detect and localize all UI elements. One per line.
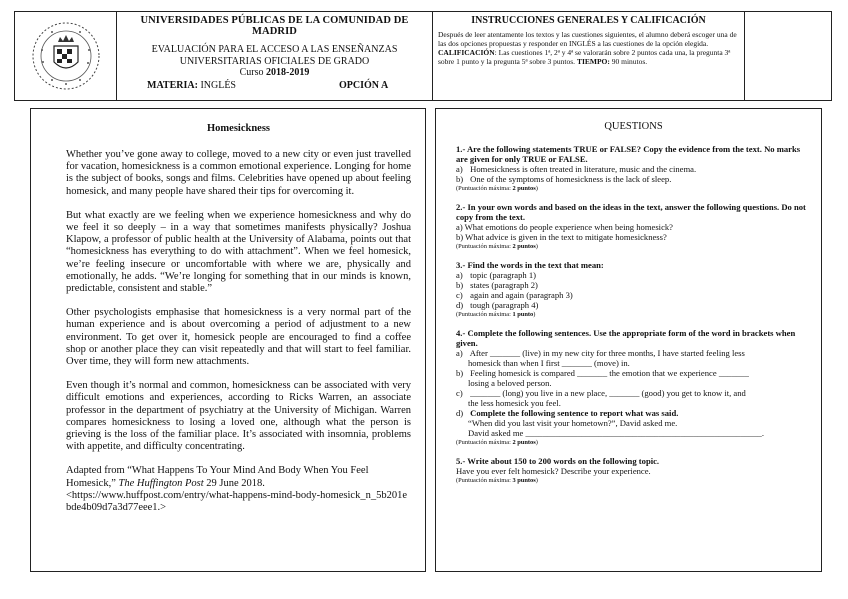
question-2-item-b: b) What advice is given in the text to mitigate homesickness? xyxy=(456,232,667,242)
reading-title: Homesickness xyxy=(207,123,270,134)
question-4-item-c: c) _______ (long) you live in a new place, _______ (good) you get to know it, and xyxy=(456,388,746,398)
instructions-title: INSTRUCCIONES GENERALES Y CALIFICACIÓN xyxy=(471,15,706,26)
materia xyxy=(147,80,236,91)
question-4-item-b-cont: losing a beloved person. xyxy=(468,378,552,388)
question-4-heading: 4.- Complete the following sentences. Use the appropriate form of the word in brackets when given. xyxy=(456,328,796,348)
tiempo-label: TIEMPO: xyxy=(576,57,610,66)
question-4-points: (Puntuación máxima: 2 puntos) xyxy=(456,439,538,446)
tiempo-value: 90 minutos. xyxy=(609,57,648,66)
university-seal-icon xyxy=(30,20,102,92)
question-3-item-a: a) topic (paragraph 1) xyxy=(456,270,537,280)
question-4-item-a: a) After _______ (live) in my new city for three months, I have started feeling less xyxy=(456,348,745,358)
instructions-body: Después de leer atentamente los textos y las cuestiones siguientes, el alumno deberá escoger una de las dos opciones propuestas y responder en INGLÉS a las cuestiones de la opción elegida. xyxy=(438,30,737,48)
question-3 xyxy=(456,260,811,319)
question-5-heading: 5.- Write about 150 to 200 words on the following topic. xyxy=(456,456,660,466)
curso-year: 2018-2019 xyxy=(266,67,310,78)
question-2 xyxy=(456,202,811,251)
source-citation xyxy=(66,465,411,514)
question-4-item-d-answer: David asked me _______________________________________________________. xyxy=(468,428,764,438)
question-2-heading: 2.- In your own words and based on the ideas in the text, answer the following questions. Do not copy from the text. xyxy=(456,202,806,222)
logo-cell xyxy=(15,12,117,100)
question-1-item-b: b) One of the symptoms of homesickness is the lack of sleep. xyxy=(456,174,672,184)
question-5-points: (Puntuación máxima: 3 puntos) xyxy=(456,477,538,484)
calificacion-label: CALIFICACIÓN xyxy=(438,48,495,57)
question-2-item-a: a) What emotions do people experience when being homesick? xyxy=(456,222,673,232)
question-4 xyxy=(456,328,811,447)
eval-line-2: UNIVERSITARIAS OFICIALES DE GRADO xyxy=(179,55,370,67)
paragraph-1: Whether you’ve gone away to college, moved to a new city or even just travelled for vacation, homesickness is a common emotional experience. Longing for home is the subject of books, songs and films. Celebrities have opened up about feeling homesick, and many people have shared their tips for overcoming it. xyxy=(66,149,411,197)
source-url: <https://www.huffpost.com/entry/what-happens-mind-body-homesick_n_5b201ebde4b09d7a3d77eee1.> xyxy=(66,489,407,514)
university-name: UNIVERSIDADES PÚBLICAS DE LA COMUNIDAD DE MADRID xyxy=(140,15,409,37)
exam-title-cell xyxy=(117,12,433,100)
questions-panel xyxy=(435,108,822,572)
question-4-item-b: b) Feeling homesick is compared _______ the emotion that we experience _______ xyxy=(456,368,749,378)
question-5-topic: Have you ever felt homesick? Describe your experience. xyxy=(456,466,651,476)
source-publication: The Huffington Post xyxy=(118,477,204,489)
question-1 xyxy=(456,144,811,193)
question-1-points: (Puntuación máxima: 2 puntos) xyxy=(456,185,538,192)
question-5 xyxy=(456,456,811,485)
exam-header xyxy=(14,11,832,101)
question-3-item-b: b) states (paragraph 2) xyxy=(456,280,538,290)
instructions-text xyxy=(438,30,739,66)
question-3-item-c: c) again and again (paragraph 3) xyxy=(456,290,573,300)
question-3-points: (Puntuación máxima: 1 punto) xyxy=(456,311,536,318)
instructions-cell xyxy=(433,12,745,100)
question-4-item-d: d) Complete the following sentence to report what was said. xyxy=(456,408,679,418)
question-3-heading: 3.- Find the words in the text that mean: xyxy=(456,260,604,270)
materia-label: MATERIA: xyxy=(147,80,198,91)
question-4-item-c-cont: the less homesick you feel. xyxy=(468,398,561,408)
calificacion-text: : Las cuestiones 1ª, 2ª y 4ª se valorarán sobre 2 puntos cada una, la pregunta 3ª sobre 1 punto y la pregunta 5ª sobre 3 puntos. xyxy=(438,48,731,66)
paragraph-4: Even though it’s normal and common, homesickness can be associated with very difficult emotions and experiences, according to Ricks Warren, an associate professor in the department of psychiatry at the University of Michigan. Warren compares homesickness to losing a loved one, although what the person is grieving is the loss of the familiar place. It’s associated with insomnia, problems with appetite, and difficulty concentrating. xyxy=(66,380,411,453)
curso xyxy=(117,67,432,79)
questions-title: QUESTIONS xyxy=(604,121,663,132)
blank-cell xyxy=(745,12,831,100)
materia-value: INGLÉS xyxy=(200,80,236,91)
source-text: Adapted from “What Happens To Your Mind And Body When You Feel Homesick,” xyxy=(66,465,369,489)
paragraph-3: Other psychologists emphasise that homesickness is a very normal part of the human experience and is about overcoming a period of adjustment to a new environment. To get over it, homesick people are encouraged to find a coffee shop or another place they can visit repeatedly and that will start to feel familiar. Over time, they will form new attachments. xyxy=(66,307,411,368)
paragraph-2: But what exactly are we feeling when we experience homesickness and why do we feel it so deeply – in a way that sometimes manifests physically? Joshua Klapow, a professor of public health at the University of Alabama, points out that “homesickness has everything to do with attachment”. When we feel homesick, we’re feeling insecure or uncomfortable with where we are, physically and emotionally, he adds. “We’re longing for something that in our minds is known, predictable, consistent and stable.” xyxy=(66,209,411,295)
eval-line-1: EVALUACIÓN PARA EL ACCESO A LAS ENSEÑANZAS xyxy=(151,44,398,55)
question-2-points: (Puntuación máxima: 2 puntos) xyxy=(456,243,538,250)
source-date: 29 June 2018. xyxy=(203,477,265,489)
question-1-heading: 1.- Are the following statements TRUE or FALSE? Copy the evidence from the text. No marks are given for only TRUE or FALSE. xyxy=(456,144,801,164)
opcion: OPCIÓN A xyxy=(339,80,389,91)
question-1-item-a: a) Homesickness is often treated in literature, music and the cinema. xyxy=(456,164,697,174)
reading-panel xyxy=(30,108,426,572)
question-3-item-d: d) tough (paragraph 4) xyxy=(456,300,539,310)
curso-label: Curso xyxy=(239,67,264,78)
question-4-item-a-cont: homesick than when I first _______ (move) in. xyxy=(468,358,630,368)
question-4-item-d-quote: “When did you last visit your hometown?”, David asked me. xyxy=(468,418,678,428)
